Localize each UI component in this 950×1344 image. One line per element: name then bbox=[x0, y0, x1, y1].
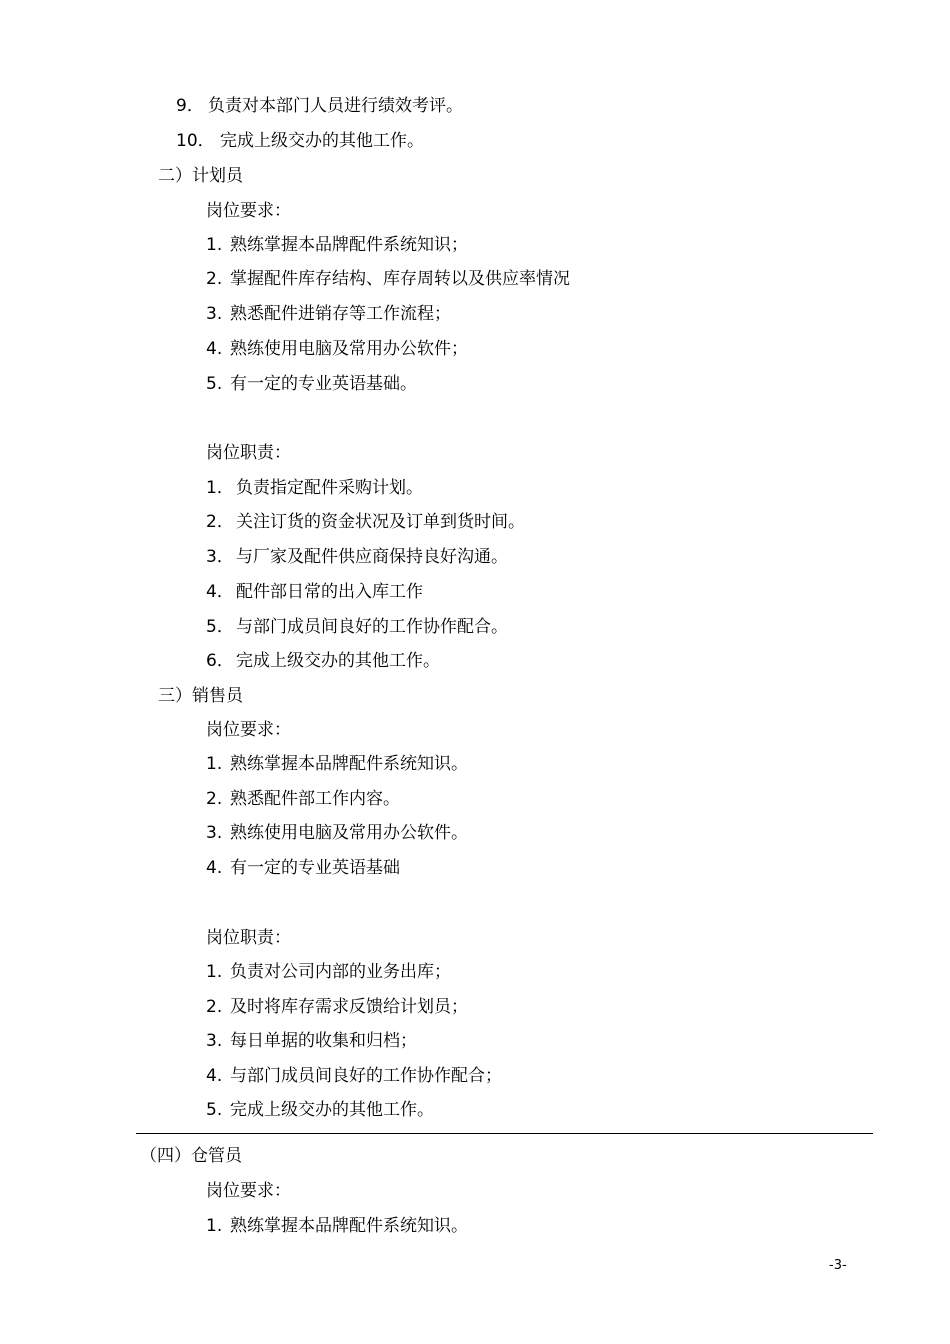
list-text: 每日单据的收集和归档； bbox=[230, 1031, 417, 1051]
list-item bbox=[206, 1030, 417, 1052]
list-item bbox=[206, 753, 468, 775]
list-text: 与部门成员间良好的工作协作配合； bbox=[230, 1066, 502, 1086]
list-text: 有一定的专业英语基础。 bbox=[230, 374, 417, 394]
list-text: 负责对公司内部的业务出库； bbox=[230, 962, 451, 982]
list-text: 完成上级交办的其他工作。 bbox=[236, 651, 440, 671]
list-item bbox=[206, 477, 423, 499]
section-heading-sales: 三）销售员 bbox=[158, 686, 243, 706]
list-number: 3. bbox=[206, 823, 223, 843]
list-item bbox=[206, 650, 440, 672]
list-text: 熟练掌握本品牌配件系统知识； bbox=[230, 235, 468, 255]
list-item bbox=[206, 616, 508, 638]
list-text: 熟练掌握本品牌配件系统知识。 bbox=[230, 1216, 468, 1236]
list-item bbox=[206, 303, 451, 325]
requirements-title: 岗位要求： bbox=[206, 720, 291, 740]
list-number: 1. bbox=[206, 1216, 223, 1236]
list-text: 与厂家及配件供应商保持良好沟通。 bbox=[236, 547, 508, 567]
list-item bbox=[206, 581, 423, 603]
list-item bbox=[206, 822, 468, 844]
list-number: 1. bbox=[206, 754, 223, 774]
list-item bbox=[206, 1215, 468, 1237]
list-text: 有一定的专业英语基础 bbox=[230, 858, 400, 878]
list-item bbox=[206, 1099, 434, 1121]
list-item bbox=[176, 130, 424, 152]
list-number: 3. bbox=[206, 1031, 223, 1051]
list-number: 4． bbox=[206, 582, 234, 602]
list-item bbox=[206, 961, 451, 983]
list-item bbox=[206, 234, 468, 256]
list-text: 关注订货的资金状况及订单到货时间。 bbox=[236, 512, 525, 532]
list-number: 5. bbox=[206, 374, 223, 394]
list-number: 3． bbox=[206, 547, 234, 567]
list-number: 6． bbox=[206, 651, 234, 671]
duties-title: 岗位职责： bbox=[206, 928, 291, 948]
list-text: 熟悉配件部工作内容。 bbox=[230, 789, 400, 809]
list-number: 4. bbox=[206, 858, 223, 878]
list-text: 负责指定配件采购计划。 bbox=[236, 478, 423, 498]
list-item bbox=[206, 788, 400, 810]
list-item bbox=[206, 511, 525, 533]
list-number: 1. bbox=[206, 235, 223, 255]
list-text: 负责对本部门人员进行绩效考评。 bbox=[208, 96, 463, 116]
list-text: 熟练使用电脑及常用办公软件； bbox=[230, 339, 468, 359]
list-number: 5. bbox=[206, 1100, 223, 1120]
list-number: 4. bbox=[206, 1066, 223, 1086]
section-heading-warehouse: （四）仓管员 bbox=[140, 1146, 242, 1166]
section-divider bbox=[136, 1133, 873, 1134]
list-text: 及时将库存需求反馈给计划员； bbox=[230, 997, 468, 1017]
list-text: 掌握配件库存结构、库存周转以及供应率情况 bbox=[230, 269, 570, 289]
list-text: 配件部日常的出入库工作 bbox=[236, 582, 423, 602]
list-item bbox=[206, 1065, 502, 1087]
list-number: 2． bbox=[206, 512, 234, 532]
list-number: 9． bbox=[176, 96, 204, 116]
list-item bbox=[206, 338, 468, 360]
list-item bbox=[176, 95, 463, 117]
list-text: 熟悉配件进销存等工作流程； bbox=[230, 304, 451, 324]
section-heading-planner: 二）计划员 bbox=[158, 166, 243, 186]
list-number: 3. bbox=[206, 304, 223, 324]
list-number: 1． bbox=[206, 478, 234, 498]
page-number: -3- bbox=[829, 1258, 847, 1273]
list-number: 2. bbox=[206, 269, 223, 289]
list-item bbox=[206, 857, 400, 879]
list-number: 5． bbox=[206, 617, 234, 637]
list-text: 与部门成员间良好的工作协作配合。 bbox=[236, 617, 508, 637]
list-number: 1. bbox=[206, 962, 223, 982]
list-text: 完成上级交办的其他工作。 bbox=[230, 1100, 434, 1120]
list-number: 2. bbox=[206, 997, 223, 1017]
list-item bbox=[206, 546, 508, 568]
list-number: 4. bbox=[206, 339, 223, 359]
requirements-title: 岗位要求： bbox=[206, 1181, 291, 1201]
list-text: 完成上级交办的其他工作。 bbox=[220, 131, 424, 151]
list-item bbox=[206, 373, 417, 395]
list-item bbox=[206, 996, 468, 1018]
requirements-title: 岗位要求： bbox=[206, 201, 291, 221]
list-text: 熟练掌握本品牌配件系统知识。 bbox=[230, 754, 468, 774]
list-number: 10． bbox=[176, 131, 215, 151]
list-item bbox=[206, 268, 570, 290]
list-number: 2. bbox=[206, 789, 223, 809]
duties-title: 岗位职责： bbox=[206, 443, 291, 463]
list-text: 熟练使用电脑及常用办公软件。 bbox=[230, 823, 468, 843]
